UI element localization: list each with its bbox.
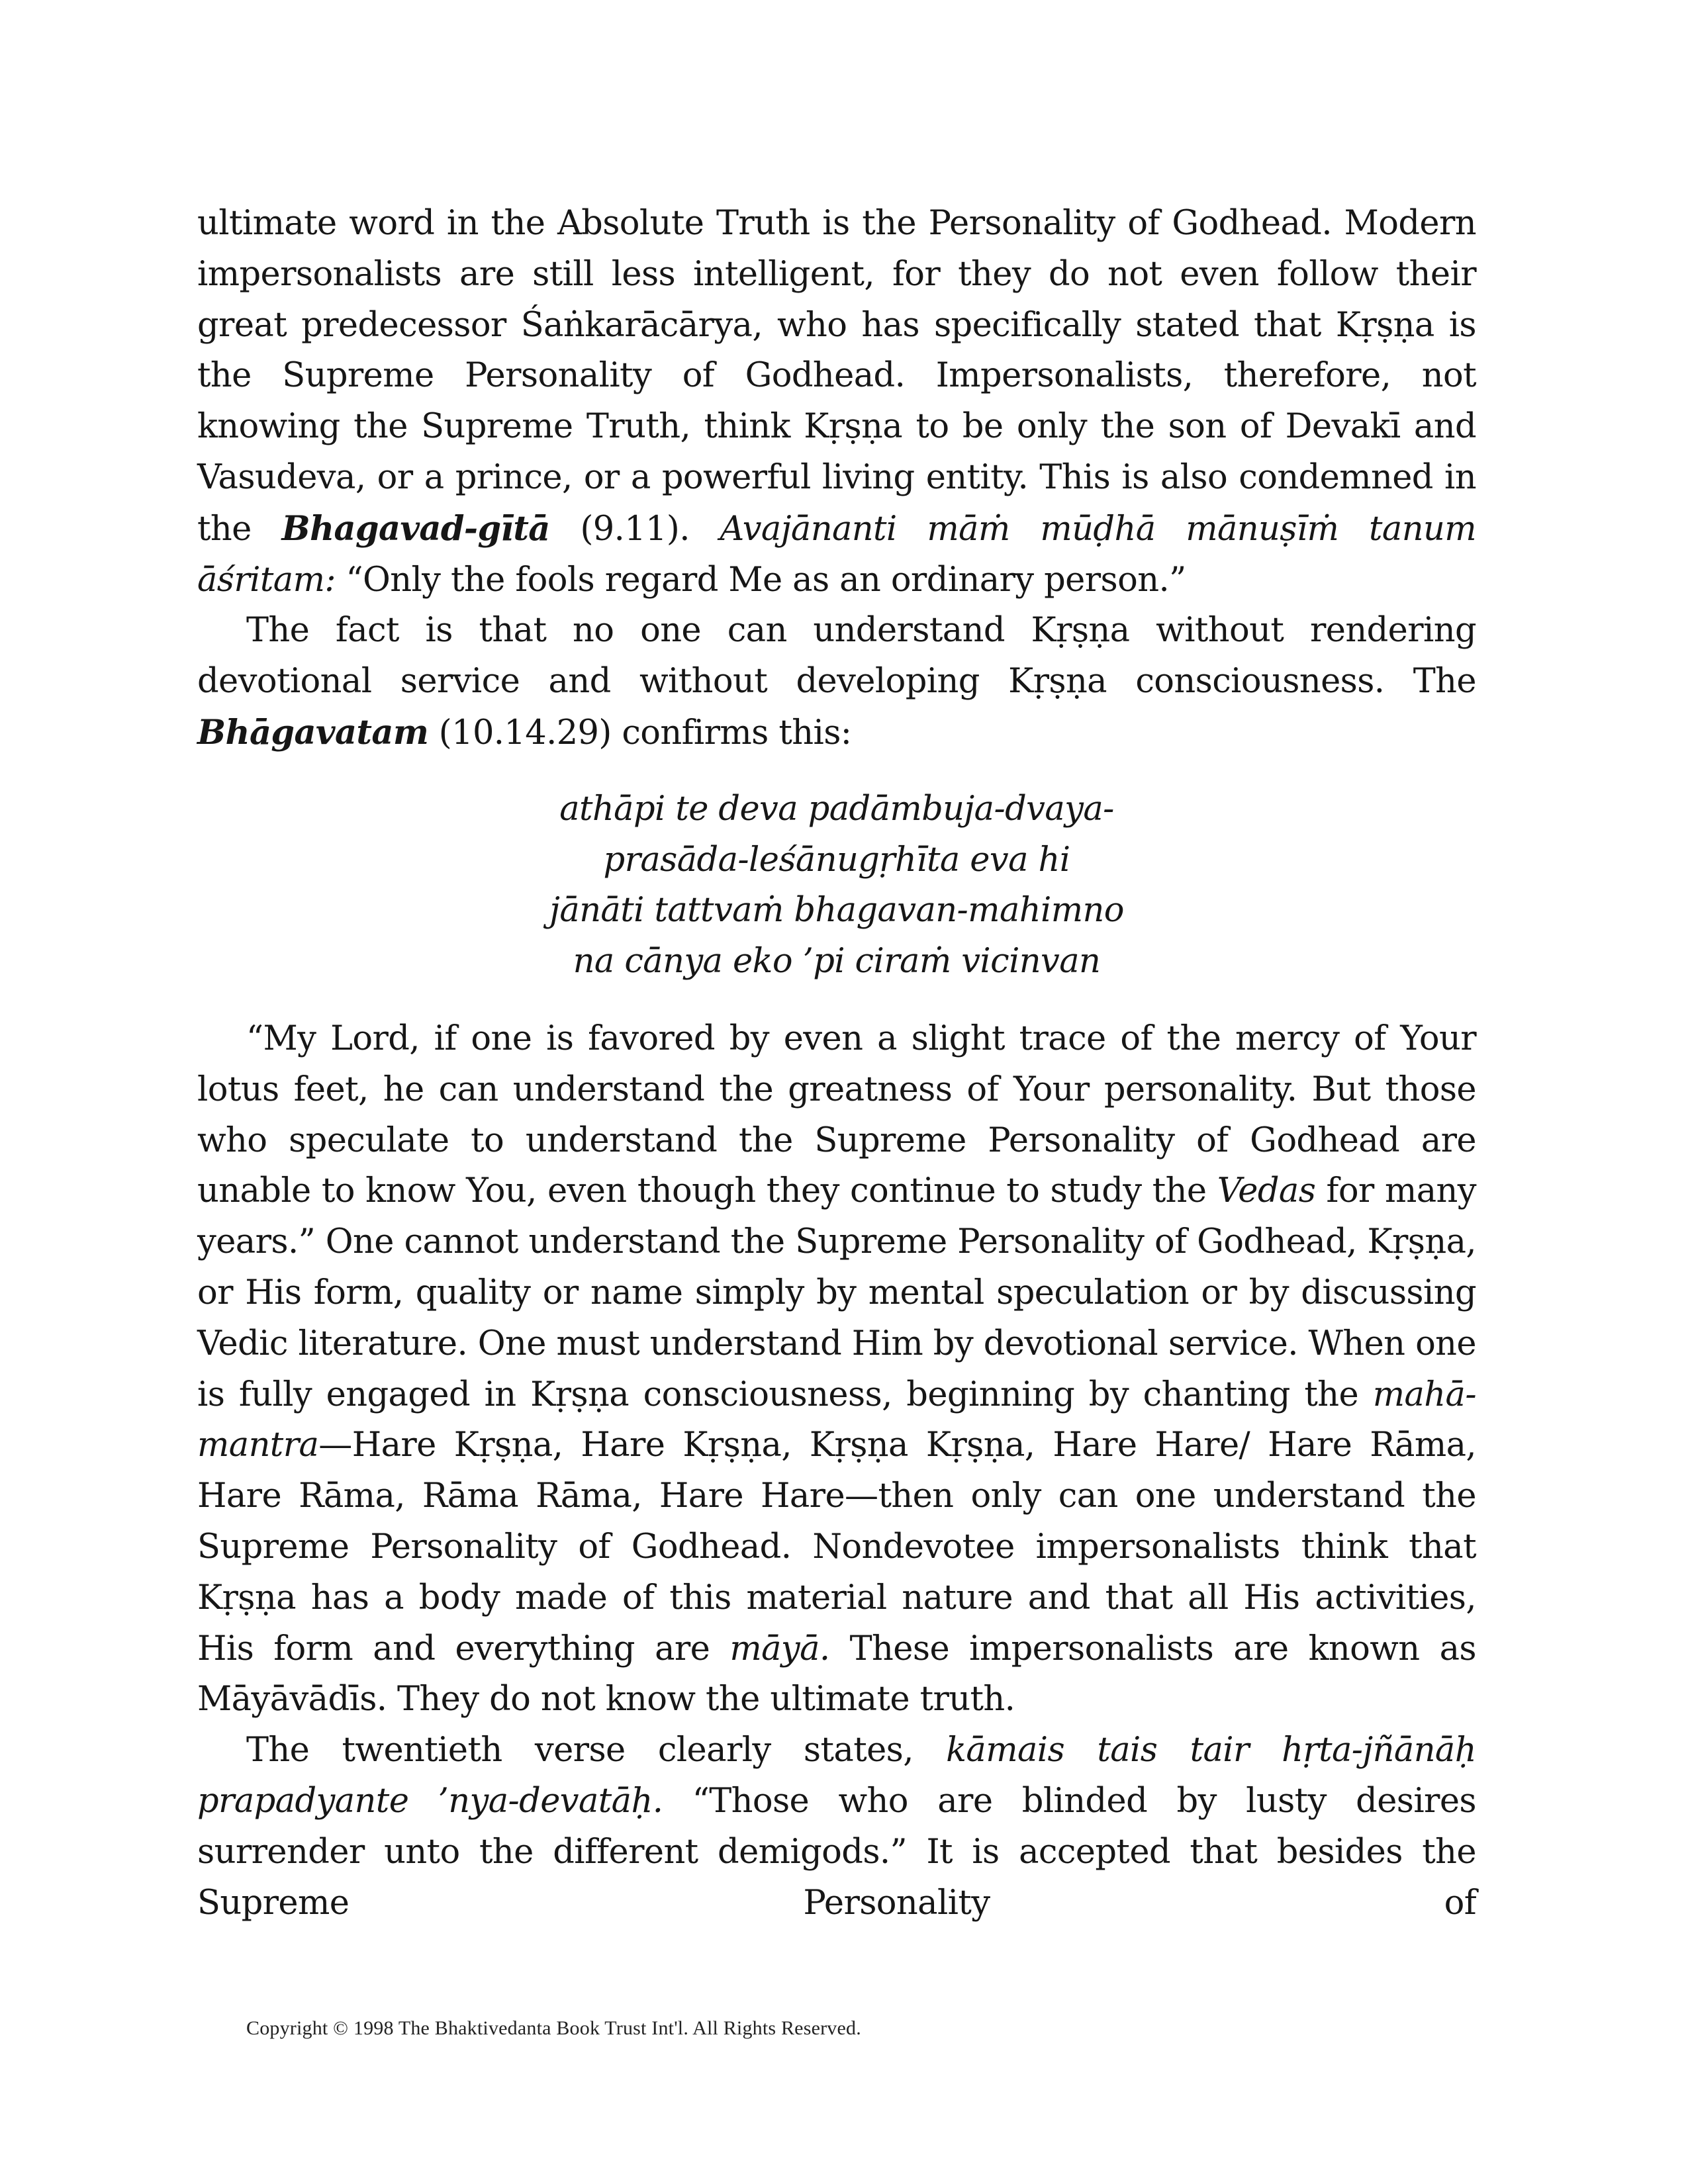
verse-line: na cānya eko ’pi ciraṁ vicinvan bbox=[573, 942, 1101, 981]
maha-mantra-term: mahā-mantra bbox=[197, 1375, 1476, 1465]
paragraph-2 bbox=[197, 606, 1476, 758]
verse-line: prasāda-leśānugṛhīta eva hi bbox=[603, 840, 1070, 880]
paragraph-1 bbox=[197, 199, 1476, 606]
verse-line: athāpi te deva padāmbuja-dvaya- bbox=[559, 789, 1114, 829]
paragraph-4-text: The twentieth verse clearly states, bbox=[246, 1731, 947, 1770]
vedas-term: Vedas bbox=[1217, 1171, 1316, 1211]
paragraph-2-text: The fact is that no one can understand Kṛṣṇa without rendering devotional service and without developing Kṛṣṇa consciousness. The bbox=[197, 611, 1476, 702]
copyright-footer: Copyright © 1998 The Bhaktivedanta Book Trust Int'l. All Rights Reserved. bbox=[246, 2017, 861, 2039]
verse-line: jānāti tattvaṁ bhagavan-mahimno bbox=[549, 891, 1124, 931]
paragraph-3-text-3: —Hare Kṛṣṇa, Hare Kṛṣṇa, Kṛṣṇa Kṛṣṇa, Hare Hare/ Hare Rāma, Hare Rāma, Rāma Rāma, Hare Hare—then only can one understand the Supreme Personality of Godhead. Nondevotee impersonalists think that Kṛṣṇa has a body made of this material nature and that all His activities, His form and everything are bbox=[197, 1426, 1476, 1668]
paragraph-3-text-4: These impersonalists are known as Māyāvādīs. They do not know the ultimate truth. bbox=[197, 1629, 1476, 1719]
paragraph-1-text-3: “Only the fools regard Me as an ordinary person.” bbox=[335, 560, 1186, 600]
paragraph-3 bbox=[197, 1014, 1476, 1725]
paragraph-1-text-2: (9.11). bbox=[549, 509, 720, 549]
sanskrit-verse bbox=[197, 784, 1476, 987]
sanskrit-quote-2: kāmais tais tair hṛta-jñānāḥ prapadyante ’nya-devatāḥ. bbox=[197, 1731, 1476, 1821]
book-title-bhagavad-gita: Bhagavad-gītā bbox=[281, 508, 550, 549]
paragraph-1-text: ultimate word in the Absolute Truth is the Personality of Godhead. Modern impersonalists are still less intelligent, for they do not even follow their great predecessor Śaṅkarācārya, who has specifically stated that Kṛṣṇa is the Supreme Personality of Godhead. Impersonalists, therefore, not knowing the Supreme Truth, think Kṛṣṇa to be only the son of Devakī and Vasudeva, or a prince, or a powerful living entity. This is also condemned in the bbox=[197, 204, 1476, 549]
paragraph-3-text-2: for many years.” One cannot understand the Supreme Personality of Godhead, Kṛṣṇa, or His form, quality or name simply by mental speculation or by discussing Vedic literature. One must understand Him by devotional service. When one is fully engaged in Kṛṣṇa consciousness, beginning by chanting the bbox=[197, 1171, 1476, 1414]
paragraph-4 bbox=[197, 1725, 1476, 1929]
paragraph-3-text: “My Lord, if one is favored by even a slight trace of the mercy of Your lotus feet, he can understand the greatness of Your personality. But those who speculate to understand the Supreme Personality of Godhead are unable to know You, even though they continue to study the bbox=[197, 1019, 1476, 1211]
sanskrit-quote: Avajānanti māṁ mūḍhā mānuṣīṁ tanum āśritam: bbox=[197, 509, 1476, 600]
paragraph-2-text-2: (10.14.29) confirms this: bbox=[428, 713, 852, 752]
page-body bbox=[197, 199, 1476, 1929]
book-title-bhagavatam: Bhāgavatam bbox=[197, 712, 429, 752]
maya-term: māyā. bbox=[729, 1629, 830, 1668]
paragraph-4-text-2: “Those who are blinded by lusty desires surrender unto the different demigods.” It is accepted that besides the Supreme Personality of bbox=[197, 1781, 1476, 1923]
